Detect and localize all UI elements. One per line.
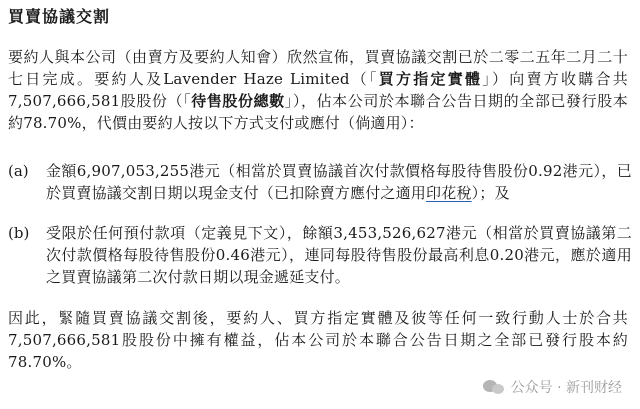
watermark [479, 375, 626, 399]
para1-pre: 要約人與本公司（由賣方及要約人知會）欣然宣佈，買賣協議交割已於二零二五年二月二十七日完成。要約人及Lavender Haze Limited（「 [8, 48, 628, 88]
paragraph-interest: 因此，緊隨買賣協議交割後，要約人、買方指定實體及彼等任何一致行動人士於合共7,507,666,581股股份中擁有權益，佔本公司於本聯合公告日期之全部已發行股本約78.70%。 [8, 309, 628, 371]
term-total-sale-shares: 待售股份總數 [191, 92, 285, 110]
list-marker-b: (b) [8, 224, 30, 242]
para1-post: 」），佔本公司於本聯合公告日期的全部已發行股本約78.70%，代價由要約人按以下方式支付或應付（倘適用）： [8, 92, 629, 132]
para1-mid: 」）向賣方收購合共7,507,666,581股股份（「 [8, 70, 628, 110]
item-a-pre: 金額6,907,053,255港元（相當於買賣協議首次付款價格每股待售股份0.92港元），已於買賣協議交割日期以現金支付（已扣除賣方應付之適用 [46, 162, 632, 202]
list-body-b: 受限於任何預付款項（定義見下文），餘額3,453,526,627港元（相當於買賣協議第二次付款價格每股待售股份0.46港元），連同每股待售股份最高利息0.20港元，應於適用之買賣協議第二次付款日期以現金遞延支付。 [46, 224, 632, 286]
term-purchaser-nominee: 買方指定實體 [378, 70, 483, 88]
item-a-post: ）；及 [471, 184, 510, 202]
wechat-icon [483, 379, 505, 395]
list-body-a [46, 160, 632, 204]
section-heading: 買賣協議交割 [8, 7, 111, 26]
stamp-duty-link[interactable]: 印花稅 [426, 184, 472, 202]
list-marker-a: (a) [8, 162, 29, 180]
paragraph-completion [8, 46, 628, 134]
watermark-text: 公众号 · 新刊财经 [510, 380, 622, 396]
